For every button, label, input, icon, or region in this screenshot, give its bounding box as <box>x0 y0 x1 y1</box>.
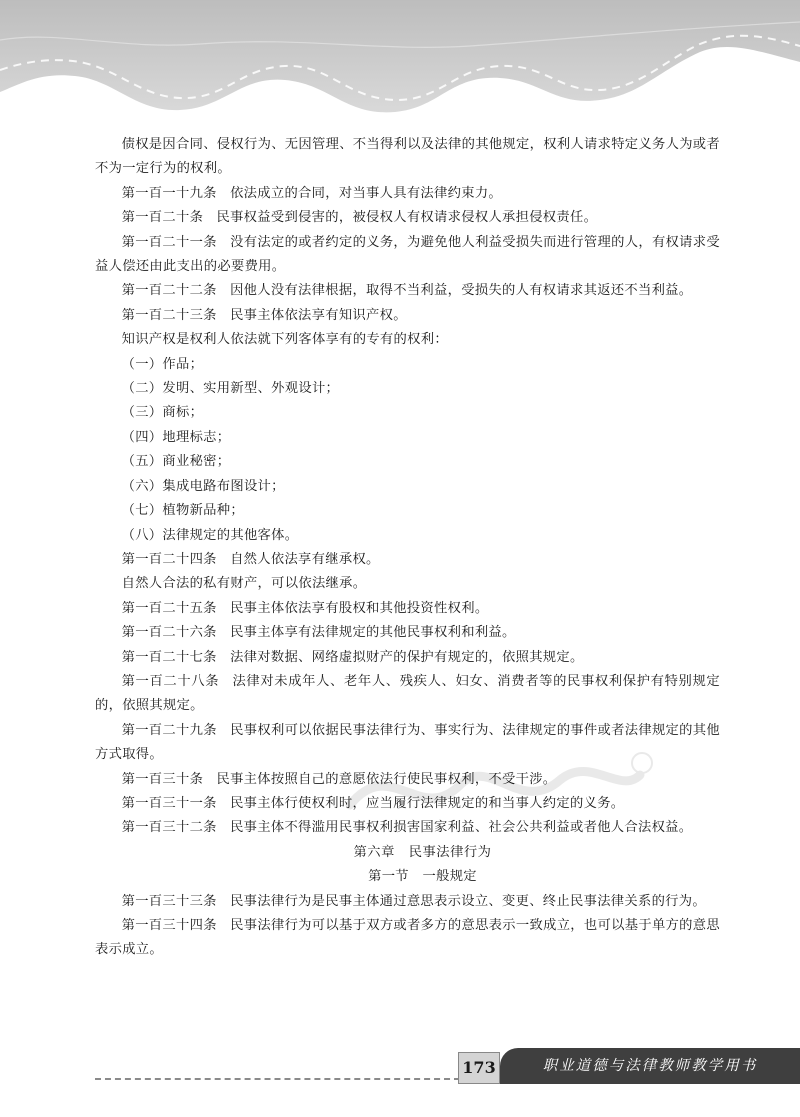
ip-object-list <box>95 353 720 548</box>
article-text: 民事主体不得滥用民事权利损害国家利益、社会公共利益或者他人合法权益。 <box>230 820 693 836</box>
paragraph-group-bottom <box>95 890 720 963</box>
article-number: 第一百三十四条 <box>121 918 217 933</box>
article-text: 民事法律行为是民事主体通过意思表示设立、变更、终止民事法律关系的行为。 <box>230 893 706 909</box>
chapter-heading: 第六章 民事法律行为 <box>353 844 492 860</box>
article-number: 第一百二十九条 <box>121 722 217 738</box>
paragraph-inheritance <box>95 572 720 596</box>
article-text: 知识产权是权利人依法就下列客体享有的专有的权利： <box>121 332 448 348</box>
article-text: 债权是因合同、侵权行为、无因管理、不当得利以及法律的其他规定，权利人请求特定义务人为或者不为一定行为的权利。 <box>95 137 720 177</box>
article-text: 民事主体享有法律规定的其他民事权利和利益。 <box>230 625 516 641</box>
article-130 <box>95 768 720 792</box>
article-119 <box>95 182 720 206</box>
article-125 <box>95 597 720 621</box>
document-body <box>95 133 720 963</box>
article-number: 第一百二十三条 <box>121 307 217 323</box>
article-text: 没有法定的或者约定的义务，为避免他人利益受损失而进行管理的人，有权请求受益人偿还由此支出的必要费用。 <box>95 234 720 275</box>
header-wave-decoration <box>0 0 800 130</box>
paragraph-ip-intro <box>95 328 720 352</box>
paragraph-debt-definition <box>95 133 720 182</box>
article-number: 第一百二十一条 <box>121 234 217 250</box>
article-text: 民事权益受到侵害的，被侵权人有权请求侵权人承担侵权责任。 <box>216 210 598 226</box>
article-133 <box>95 890 720 914</box>
article-number: 第一百三十条 <box>121 771 204 787</box>
article-number: 第一百二十六条 <box>121 625 217 641</box>
article-128 <box>95 670 720 719</box>
article-number: 第一百一十九条 <box>121 185 217 201</box>
article-text: 民事主体行使权利时，应当履行法律规定的和当事人约定的义务。 <box>230 795 625 811</box>
article-text: 自然人合法的私有财产，可以依法继承。 <box>121 576 367 592</box>
article-120 <box>95 206 720 230</box>
list-item: （五）商业秘密； <box>121 454 231 470</box>
list-item: （二）发明、实用新型、外观设计； <box>121 381 340 397</box>
article-text: 民事主体依法享有股权和其他投资性权利。 <box>230 600 489 616</box>
article-number: 第一百二十五条 <box>121 600 217 616</box>
article-number: 第一百二十七条 <box>121 649 217 665</box>
article-127 <box>95 646 720 670</box>
article-text: 依法成立的合同，对当事人具有法律约束力。 <box>230 185 503 201</box>
article-number: 第一百三十三条 <box>121 893 217 909</box>
article-number: 第一百三十二条 <box>121 820 217 836</box>
article-number: 第一百二十二条 <box>121 283 217 299</box>
page-number: 173 <box>458 1052 500 1084</box>
article-text: 民事主体按照自己的意愿依法行使民事权利，不受干涉。 <box>216 771 557 787</box>
page-footer <box>0 1040 800 1117</box>
article-number: 第一百三十一条 <box>121 795 217 811</box>
list-item: （六）集成电路布图设计； <box>121 478 285 494</box>
article-124 <box>95 548 720 572</box>
article-text: 民事法律行为可以基于双方或者多方的意思表示一致成立，也可以基于单方的意思表示成立。 <box>95 918 720 958</box>
article-123 <box>95 304 720 328</box>
article-text: 因他人没有法律根据，取得不当利益，受损失的人有权请求其返还不当利益。 <box>230 283 693 299</box>
section-heading: 第一节 一般规定 <box>368 869 477 885</box>
paragraph-group-mid <box>95 548 720 841</box>
paragraph-group-top <box>95 133 720 353</box>
list-item: （四）地理标志； <box>121 429 231 445</box>
article-number: 第一百二十四条 <box>121 551 217 567</box>
list-item: （七）植物新品种； <box>121 503 244 519</box>
article-text: 自然人依法享有继承权。 <box>230 551 380 567</box>
article-134 <box>95 914 720 963</box>
article-number: 第一百二十条 <box>121 210 204 226</box>
article-131 <box>95 792 720 816</box>
article-text: 法律对数据、网络虚拟财产的保护有规定的，依照其规定。 <box>230 649 584 665</box>
article-number: 第一百二十八条 <box>121 673 220 689</box>
list-item: （三）商标； <box>121 405 204 421</box>
article-text: 法律对未成年人、老年人、残疾人、妇女、消费者等的民事权利保护有特别规定的，依照其规定。 <box>95 673 720 714</box>
footer-divider <box>95 1078 460 1080</box>
article-text: 民事权利可以依据民事法律行为、事实行为、法律规定的事件或者法律规定的其他方式取得。 <box>95 722 720 763</box>
list-item: （八）法律规定的其他客体。 <box>121 527 299 543</box>
article-132 <box>95 816 720 840</box>
article-text: 民事主体依法享有知识产权。 <box>230 307 407 323</box>
article-122 <box>95 279 720 303</box>
list-item: （一）作品； <box>121 356 204 372</box>
article-126 <box>95 621 720 645</box>
book-title-banner: 职业道德与法律教师教学用书 <box>500 1048 800 1084</box>
article-129 <box>95 719 720 768</box>
article-121 <box>95 231 720 280</box>
